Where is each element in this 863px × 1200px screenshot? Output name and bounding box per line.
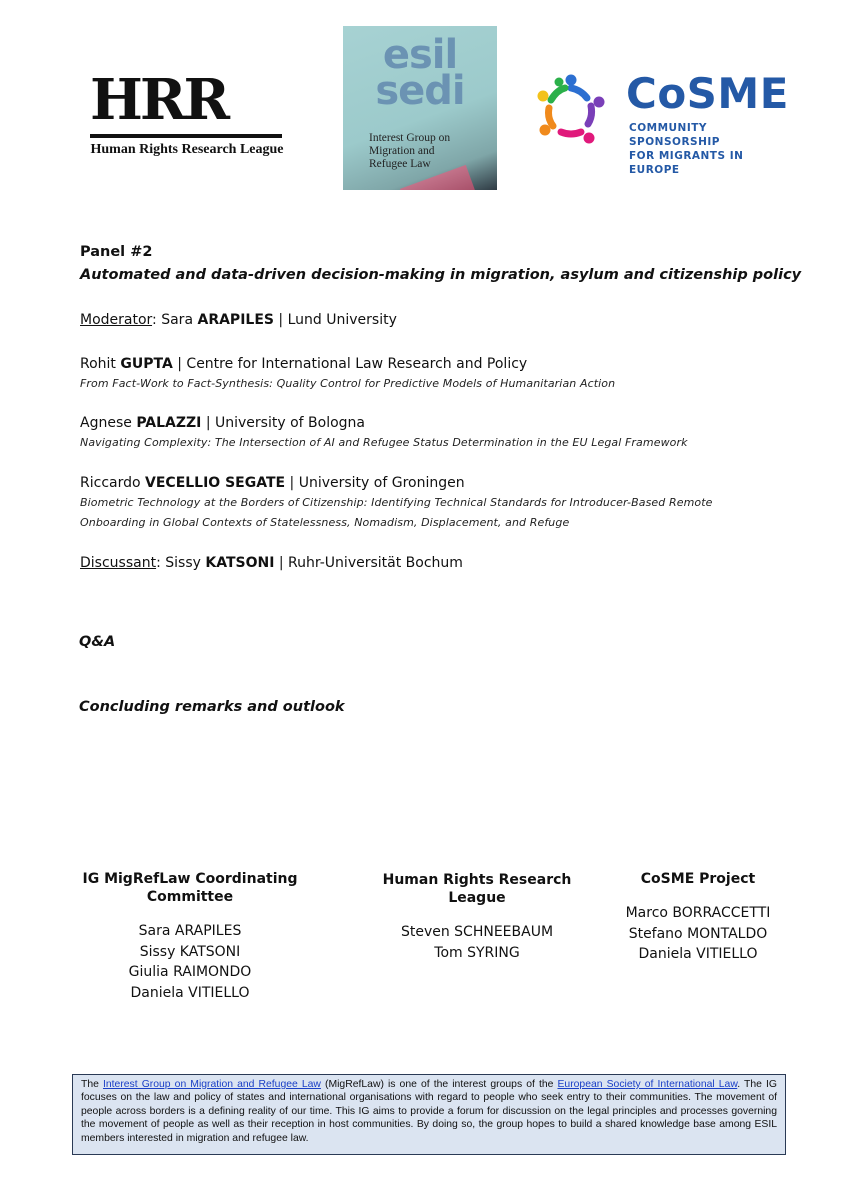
panel-title: Automated and data-driven decision-making in migration, asylum and citizenship policy	[80, 267, 802, 283]
talk-title: Biometric Technology at the Borders of Citizenship: Identifying Technical Standards for Introducer-Based Remote	[80, 496, 713, 509]
speaker-affiliation: University of Groningen	[298, 475, 465, 491]
speaker-affiliation: Centre for International Law Research and Policy	[186, 356, 528, 372]
committee-member: Sissy KATSONI	[139, 943, 241, 960]
committee-member: Giulia RAIMONDO	[128, 964, 252, 980]
committee-member: Sara ARAPILES	[138, 923, 242, 939]
panel-number: Panel #2	[80, 244, 153, 260]
moderator-first-name: Sara	[161, 312, 194, 328]
moderator-label: Moderator	[80, 312, 153, 328]
qa-heading: Q&A	[79, 634, 116, 650]
discussant-affiliation: Ruhr-Universität Bochum	[288, 555, 463, 571]
committee-member: Daniela VITIELLO	[638, 946, 758, 962]
speaker-affiliation: University of Bologna	[215, 415, 365, 431]
esil-caption-line: Migration and	[369, 145, 435, 157]
about-text: . The IG focuses on the law and policy of states and international organisations with regard to people who seek entry to their communities. The movement of people across borders is a defining reality of our time. This IG aims to provide a forum for discussion on the legal principles and processes governing the movement of people as well as their reception in host communities. By doing so, the group hopes to build a shared knowledge base among ESIL members interested in migration and refugee law.	[81, 1079, 777, 1144]
speaker-last-name: VECELLIO SEGATE	[145, 475, 286, 491]
esil-caption-line: Interest Group on	[369, 132, 451, 144]
discussant-line: Discussant: Sissy KATSONI | Ruhr-Universität Bochum	[80, 555, 463, 571]
discussant-last-name: KATSONI	[205, 555, 275, 571]
cosme-logo-subtitle	[629, 121, 798, 177]
committee-member: Tom SYRING	[434, 944, 520, 961]
speaker-first-name: Agnese	[80, 415, 132, 431]
about-text: The	[81, 1079, 103, 1090]
hrrl-logo	[72, 67, 302, 165]
discussant-label: Discussant	[80, 555, 157, 571]
cosme-subtitle-line: COMMUNITY SPONSORSHIP	[629, 122, 720, 148]
hrrl-logo-mark: HRR	[90, 67, 227, 133]
esil-logo	[343, 26, 497, 190]
talk-title: Navigating Complexity: The Intersection of AI and Refugee Status Determination in the EU Legal Framework	[80, 436, 688, 449]
speaker-last-name: GUPTA	[120, 356, 173, 372]
committee-heading: Human Rights Research League	[382, 872, 572, 906]
committee-member: Steven SCHNEEBAUM	[400, 924, 554, 940]
moderator-line: Moderator: Sara ARAPILES | Lund University	[80, 312, 397, 328]
committee-cosme	[598, 870, 798, 965]
hrrl-logo-subtitle: Human Rights Research League	[90, 142, 284, 157]
concluding-heading: Concluding remarks and outlook	[79, 699, 345, 715]
hrrl-logo-underline	[90, 134, 282, 138]
committee-heading: CoSME Project	[640, 871, 756, 887]
committee-member: Stefano MONTALDO	[628, 925, 768, 942]
cosme-subtitle-line: FOR MIGRANTS IN EUROPE	[629, 150, 744, 176]
moderator-affiliation: Lund University	[287, 312, 397, 328]
committee-member: Marco BORRACCETTI	[625, 905, 771, 921]
speaker-last-name: PALAZZI	[136, 415, 202, 431]
committee-hrrl	[352, 871, 602, 963]
speaker-first-name: Riccardo	[80, 475, 141, 491]
ig-migration-link[interactable]: Interest Group on Migration and Refugee Law	[102, 1079, 321, 1090]
moderator-last-name: ARAPILES	[197, 312, 274, 328]
cosme-logo-title: CoSME	[626, 69, 789, 118]
speaker-line: Rohit GUPTA | Centre for International Law Research and Policy	[80, 356, 528, 372]
about-text: (MigRefLaw) is one of the interest groups of the	[320, 1079, 558, 1090]
esil-link[interactable]: European Society of International Law	[557, 1079, 738, 1090]
speaker-line: Agnese PALAZZI | University of Bologna	[80, 415, 365, 431]
esil-caption-line: Refugee Law	[369, 158, 431, 170]
committee-migreflaw	[45, 870, 335, 1003]
esil-logo-caption	[369, 132, 489, 171]
committee-heading: IG MigRefLaw Coordinating Committee	[82, 871, 298, 905]
people-circle-icon	[533, 72, 609, 148]
talk-title: From Fact-Work to Fact-Synthesis: Quality Control for Predictive Models of Humanitarian Action	[80, 377, 616, 390]
speaker-line: Riccardo VECELLIO SEGATE | University of Groningen	[80, 475, 465, 491]
talk-title: Onboarding in Global Contexts of Statelessness, Nomadism, Displacement, and Refuge	[80, 516, 570, 529]
esil-logo-word: esil	[382, 32, 458, 78]
discussant-first-name: Sissy	[165, 555, 201, 571]
committee-member: Daniela VITIELLO	[130, 984, 250, 1001]
cosme-logo	[533, 69, 798, 176]
speaker-first-name: Rohit	[80, 356, 116, 372]
about-box	[72, 1074, 786, 1155]
sedi-logo-word: sedi	[375, 68, 465, 114]
